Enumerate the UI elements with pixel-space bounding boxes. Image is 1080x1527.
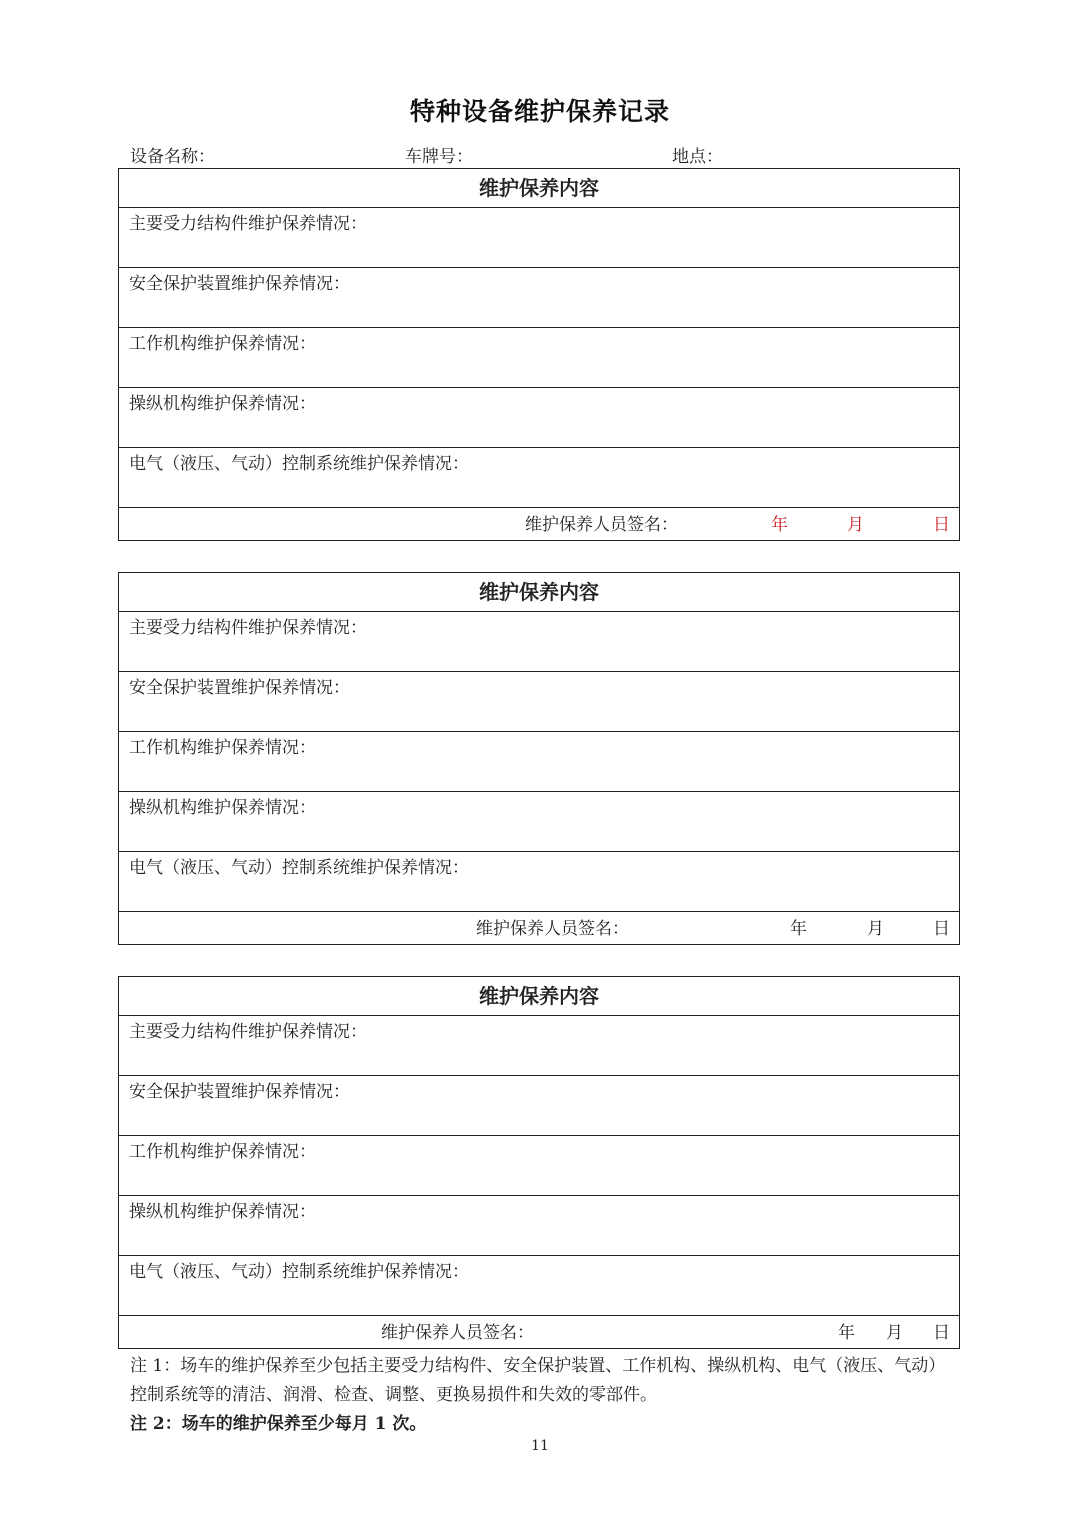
record-item-safety-device[interactable]: 安全保护装置维护保养情况： xyxy=(119,1076,959,1136)
signature-row xyxy=(119,1316,959,1350)
record-item-control-mechanism[interactable]: 操纵机构维护保养情况： xyxy=(119,792,959,852)
record-item-control-mechanism[interactable]: 操纵机构维护保养情况： xyxy=(119,1196,959,1256)
equipment-name-label: 设备名称： xyxy=(130,147,215,167)
note-1: 注 1：场车的维护保养至少包括主要受力结构件、安全保护装置、工作机构、操纵机构、电气（液压、气动）控制系统等的清洁、润滑、检查、调整、更换易损件和失效的零部件。 xyxy=(130,1356,946,1405)
record-item-safety-device[interactable]: 安全保护装置维护保养情况： xyxy=(119,268,959,328)
plate-number-label: 车牌号： xyxy=(405,147,473,167)
record-header: 维护保养内容 xyxy=(119,169,959,208)
record-item-structure[interactable]: 主要受力结构件维护保养情况： xyxy=(119,1016,959,1076)
maintenance-record-3 xyxy=(118,976,960,1349)
signature-label: 维护保养人员签名： xyxy=(525,515,678,535)
day-label: 日 xyxy=(933,515,950,535)
month-label: 月 xyxy=(867,919,884,939)
record-item-electrical-control[interactable]: 电气（液压、气动）控制系统维护保养情况： xyxy=(119,448,959,508)
day-label: 日 xyxy=(933,919,950,939)
record-header: 维护保养内容 xyxy=(119,573,959,612)
signature-label: 维护保养人员签名： xyxy=(381,1323,534,1343)
month-label: 月 xyxy=(847,515,864,535)
day-label: 日 xyxy=(933,1323,950,1343)
record-header: 维护保养内容 xyxy=(119,977,959,1016)
record-item-safety-device[interactable]: 安全保护装置维护保养情况： xyxy=(119,672,959,732)
maintenance-record-2 xyxy=(118,572,960,945)
location-label: 地点： xyxy=(672,147,723,167)
record-item-working-mechanism[interactable]: 工作机构维护保养情况： xyxy=(119,328,959,388)
record-item-electrical-control[interactable]: 电气（液压、气动）控制系统维护保养情况： xyxy=(119,852,959,912)
record-item-structure[interactable]: 主要受力结构件维护保养情况： xyxy=(119,612,959,672)
year-label: 年 xyxy=(771,515,788,535)
signature-row xyxy=(119,508,959,542)
maintenance-record-1 xyxy=(118,168,960,541)
info-row xyxy=(0,142,1080,166)
notes xyxy=(130,1352,960,1439)
record-item-electrical-control[interactable]: 电气（液压、气动）控制系统维护保养情况： xyxy=(119,1256,959,1316)
record-item-structure[interactable]: 主要受力结构件维护保养情况： xyxy=(119,208,959,268)
page-number: 11 xyxy=(531,1438,549,1454)
year-label: 年 xyxy=(838,1323,855,1343)
signature-label: 维护保养人员签名： xyxy=(476,919,629,939)
signature-row xyxy=(119,912,959,946)
note-2: 注 2：场车的维护保养至少每月 1 次。 xyxy=(130,1414,427,1434)
year-label: 年 xyxy=(790,919,807,939)
record-item-control-mechanism[interactable]: 操纵机构维护保养情况： xyxy=(119,388,959,448)
page-title: 特种设备维护保养记录 xyxy=(409,97,670,126)
record-item-working-mechanism[interactable]: 工作机构维护保养情况： xyxy=(119,1136,959,1196)
record-item-working-mechanism[interactable]: 工作机构维护保养情况： xyxy=(119,732,959,792)
month-label: 月 xyxy=(886,1323,903,1343)
